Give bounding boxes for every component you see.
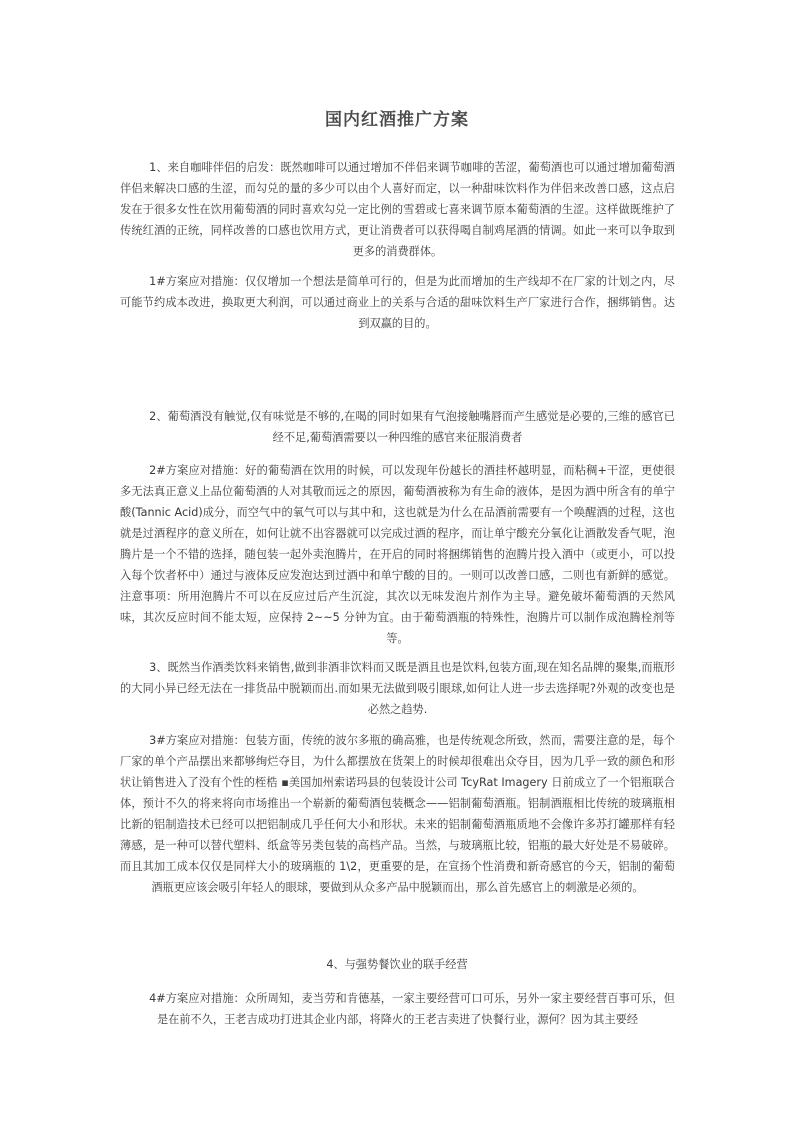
paragraph-1-cafe-companion-inspiration: 1、来自咖啡伴侣的启发：既然咖啡可以通过增加不伴侣来调节咖啡的苦涩，葡萄酒也可以通过增加葡萄酒伴侣来解决口感的生涩，而勾兑的量的多少可以由个人喜好而定，以一种甜味饮料作为伴侣来改善口感，这点启发在于很多女性在饮用葡萄酒的同时喜欢勾兑一定比例的雪碧或七喜来调节原本葡萄酒的生涩。这样做既维护了传统红酒的正统，同样改善的口感也饮用方式，更让消费者可以获得喝自制鸡尾酒的情调。如此一来可以争取到更多的消费群体。 [120,161,675,258]
paragraph-plan-4-measures: 4#方案应对措施：众所周知，麦当劳和肯德基，一家主要经营可口可乐，另外一家主要经营百事可乐，但是在前不久，王老吉成功打进其企业内部，将降火的王老吉卖进了快餐行业，源何？因为其主要经 [149,992,675,1026]
section-4-heading: 4、与强势餐饮业的联手经营 [326,958,468,971]
page-title: 国内红酒推广方案 [325,110,469,130]
paragraph-plan-1-measures: 1#方案应对措施：仅仅增加一个想法是简单可行的，但是为此而增加的生产线却不在厂家的计划之内，尽可能节约成本改进，换取更大利润，可以通过商业上的关系与合适的甜味饮料生产厂家进行合作，捆绑销售。达到双赢的目的。 [120,275,675,330]
paragraph-3-packaging: 3、既然当作酒类饮料来销售,做到非酒非饮料而又既是酒且也是饮料,包装方面,现在知名品牌的聚集,而瓶形的大同小异已经无法在一排货品中脱颖而出.而如果无法做到吸引眼球,如何让人进一步去选择呢?外观的改变也是必然之趋势. [120,661,675,716]
paragraph-plan-2-measures: 2#方案应对措施：好的葡萄酒在饮用的时候，可以发现年份越长的酒挂杯越明显，而粘稠+干涩，更使很多无法真正意义上品位葡萄酒的人对其敬而远之的原因，葡萄酒被称为有生命的液体，是因为酒中所含有的单宁酸(Tannic Acid)成分，而空气中的氧气可以与其中和，这也就是为什么在品酒前需要有一个唤醒酒的过程，这也就是过酒程序的意义所在，如何让就不出容器就可以完成过酒的程序，而让单宁酸充分氧化让酒散发香气呢，泡腾片是一个不错的选择，随包装一起外卖泡腾片，在开启的同时将捆绑销售的泡腾片投入酒中（或更小，可以投入每个饮者杯中）通过与液体反应发泡达到过酒中和单宁酸的目的。一则可以改善口感，二则也有新鲜的感觉。注意事项：所用泡腾片不可以在反应过后产生沉淀，其次以无味发泡片剂作为主导。避免破坏葡萄酒的天然风味，其次反应时间不能太短，应保持 2~~5 分钟为宜。由于葡萄酒瓶的特殊性，泡腾片可以制作成泡腾栓剂等等。 [120,464,675,645]
paragraph-plan-3-measures: 3#方案应对措施：包装方面，传统的波尔多瓶的确高雅，也是传统观念所致，然而，需要注意的是，每个厂家的单个产品摆出来都够绚烂夺目，为什么都摆放在货架上的时候却很难出众夺目，因为几乎一致的颜色和形状让销售进入了没有个性的桎梏 ▪美国加州索诺玛县的包装设计公司 TcyRat Imagery 日前成立了一个铝瓶联合体，预计不久的将来将向市场推出一个崭新的葡萄酒包装概念——铝制葡萄酒瓶。铝制酒瓶相比传统的玻璃瓶相比新的铝制造技术已经可以把铝制成几乎任何大小和形状。未来的铝制葡萄酒瓶质地不会像许多苏打罐那样有轻薄感，是一种可以替代塑料、纸盒等另类包装的高档产品。当然，与玻璃瓶比较，铝瓶的最大好处是不易破碎。而且其加工成本仅仅是同样大小的玻璃瓶的 1\2，更重要的是，在宣扬个性消费和新奇感官的今天，铝制的葡萄酒瓶更应该会吸引年轻人的眼球，要做到从众多产品中脱颖而出，那么首先感官上的刺激是必须的。 [120,734,675,894]
paragraph-2-touch-sensation: 2、葡萄酒没有触觉,仅有味觉是不够的,在喝的同时如果有气泡接触嘴唇而产生感觉是必要的,三维的感官已经不足,葡萄酒需要以一种四维的感官来征服消费者 [149,410,675,444]
